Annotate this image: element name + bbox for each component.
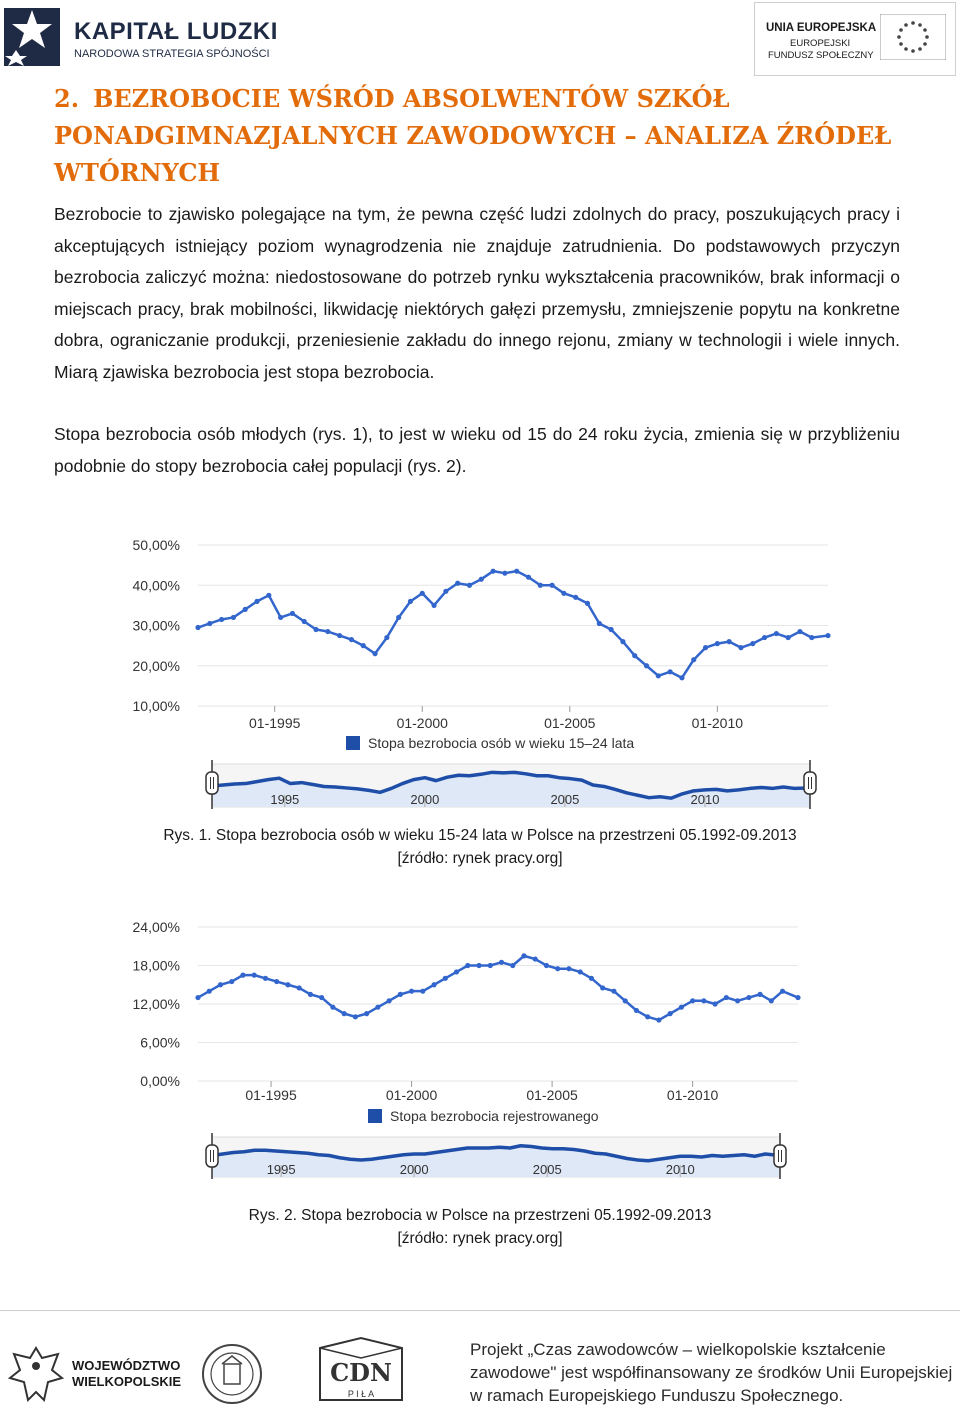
data-point: [589, 976, 594, 981]
eu-subtitle-2: FUNDUSZ SPOŁECZNY: [768, 50, 874, 61]
data-point: [455, 581, 460, 586]
section-title: BEZROBOCIE WŚRÓD ABSOLWENTÓW SZKÓŁ PONADGIMNAZJALNYCH ZAWODOWYCH – ANALIZA ŹRÓDEŁ WTÓRNYCH: [54, 84, 892, 187]
x-tick-label: 01-2000: [396, 715, 448, 731]
data-point: [330, 1005, 335, 1010]
data-point: [555, 966, 560, 971]
x-tick-label: 01-1995: [249, 715, 301, 731]
data-point: [372, 651, 377, 656]
data-point: [769, 998, 774, 1003]
data-point: [488, 963, 493, 968]
data-point: [274, 979, 279, 984]
data-point: [668, 669, 673, 674]
figure-1-caption-line1: Rys. 1. Stopa bezrobocia osób w wieku 15-24 lata w Polsce na przestrzeni 05.1992-09.2013: [163, 827, 797, 844]
kapital-ludzki-subtitle: NARODOWA STRATEGIA SPÓJNOŚCI: [74, 48, 270, 60]
data-point: [668, 1011, 673, 1016]
data-point: [387, 998, 392, 1003]
data-point: [243, 607, 248, 612]
data-point: [774, 631, 779, 636]
data-point: [219, 617, 224, 622]
x-tick-label: 01-1995: [245, 1087, 297, 1103]
kapital-ludzki-title: KAPITAŁ LUDZKI: [74, 18, 278, 45]
data-point: [510, 963, 515, 968]
range-year-label: 2005: [532, 1162, 562, 1177]
handle-grip: [774, 1145, 786, 1167]
data-point: [313, 627, 318, 632]
y-tick-label: 50,00%: [132, 537, 180, 553]
range-year-label: 2010: [690, 792, 720, 807]
data-point: [738, 645, 743, 650]
data-point: [361, 643, 366, 648]
data-point: [420, 989, 425, 994]
x-tick-label: 01-2010: [666, 1087, 719, 1103]
data-point: [623, 998, 628, 1003]
range-year-label: 1995: [266, 1162, 296, 1177]
project-funding-note: Projekt „Czas zawodowców – wielkopolskie kształcenie zawodowe" jest współfinansowany ze środków Unii Europejskiej w ramach Europejskiego Funduszu Społecznego.: [470, 1340, 953, 1405]
data-point: [538, 583, 543, 588]
data-point: [231, 615, 236, 620]
y-tick-label: 30,00%: [132, 617, 180, 634]
handle-grip: [206, 1145, 218, 1167]
wojewodztwo-line2: WIELKOPOLSKIE: [72, 1374, 182, 1389]
figure-2-caption-line1: Rys. 2. Stopa bezrobocia w Polsce na przestrzeni 05.1992-09.2013: [248, 1207, 712, 1224]
figure-1-caption: [0, 824, 960, 870]
data-point: [252, 973, 257, 978]
data-point: [319, 995, 324, 1000]
data-point: [679, 675, 684, 680]
data-point: [396, 615, 401, 620]
data-point: [499, 960, 504, 965]
data-point: [353, 1014, 358, 1019]
data-point: [690, 998, 695, 1003]
paragraph-2: Stopa bezrobocia osób młodych (rys. 1), to jest w wieku od 15 do 24 roku życia, zmienia się w przybliżeniu podobnie do stopy bezrobocia całej populacji (rys. 2).: [54, 424, 900, 476]
data-point: [514, 569, 519, 574]
data-point: [290, 611, 295, 616]
data-point: [454, 969, 459, 974]
data-point: [398, 992, 403, 997]
data-point: [349, 637, 354, 642]
x-tick-label: 01-2000: [385, 1087, 438, 1103]
data-point: [490, 569, 495, 574]
data-point: [597, 621, 602, 626]
data-point: [703, 645, 708, 650]
data-point: [762, 635, 767, 640]
handle-grip: [804, 772, 816, 794]
data-point: [724, 995, 729, 1000]
figure-2-caption: [0, 1204, 960, 1250]
data-point: [656, 673, 661, 678]
data-point: [408, 599, 413, 604]
data-point: [431, 603, 436, 608]
data-point: [364, 1011, 369, 1016]
data-point: [384, 635, 389, 640]
data-point: [825, 633, 830, 638]
section-heading: [54, 80, 914, 191]
data-point: [195, 625, 200, 630]
figure-1-caption-source: [źródło: rynek pracy.org]: [397, 850, 563, 867]
data-point: [266, 593, 271, 598]
y-tick-label: 18,00%: [132, 957, 180, 974]
x-tick-label: 01-2005: [544, 715, 596, 731]
x-tick-label: 01-2010: [691, 715, 744, 731]
data-point: [609, 627, 614, 632]
data-point: [712, 1001, 717, 1006]
chart-registered-unemployment: [0, 905, 960, 1195]
y-tick-label: 6,00%: [140, 1034, 180, 1051]
data-point: [561, 591, 566, 596]
data-point: [526, 575, 531, 580]
footer-divider: [0, 1310, 960, 1311]
data-point: [691, 657, 696, 662]
legend-swatch: [346, 736, 360, 750]
section-number: 2.: [54, 84, 80, 113]
cdn-subtext: P I Ł A: [347, 1389, 375, 1399]
data-point: [620, 639, 625, 644]
y-tick-label: 20,00%: [132, 657, 180, 674]
paragraph-1: Bezrobocie to zjawisko polegające na tym, że pewna część ludzi zdolnych do pracy, poszukujących pracy i akceptujących istniejący poziom wynagrodzenia nie znajduje zatrudnienia. Do podstawowych przyczyn bezrobocia zaliczyć można: niedostosowane do potrzeb rynku wykształcenia pracowników, brak informacji o miejscach pracy, brak mobilności, likwidację niektórych gałęzi przemysłu, zmniejszenie popytu na konkretne dobra, ograniczanie produkcji, przeniesienie zakładu do innego rejonu, zmiany w technologii i wiele innych. Miarą zjawiska bezrobocia jest stopa bezrobocia.: [54, 204, 900, 382]
wojewodztwo-line1: WOJEWÓDZTWO: [72, 1358, 181, 1373]
data-point: [750, 641, 755, 646]
data-point: [467, 583, 472, 588]
data-point: [578, 969, 583, 974]
series-line: [198, 571, 828, 678]
data-point: [240, 973, 245, 978]
data-point: [656, 1017, 661, 1022]
data-point: [786, 635, 791, 640]
data-point: [302, 619, 307, 624]
data-point: [218, 982, 223, 987]
data-point: [325, 629, 330, 634]
data-point: [533, 956, 538, 961]
y-tick-label: 24,00%: [132, 919, 180, 935]
data-point: [544, 963, 549, 968]
data-point: [780, 989, 785, 994]
data-point: [679, 1005, 684, 1010]
data-point: [715, 641, 720, 646]
data-point: [611, 989, 616, 994]
data-point: [263, 976, 268, 981]
wielkopolska-eagle-icon: [8, 1344, 64, 1404]
data-point: [634, 1008, 639, 1013]
data-point: [566, 966, 571, 971]
data-point: [476, 963, 481, 968]
data-point: [308, 992, 313, 997]
data-point: [285, 982, 290, 987]
range-year-label: 2005: [550, 792, 580, 807]
data-point: [229, 979, 234, 984]
range-year-label: 1995: [270, 792, 300, 807]
data-point: [254, 599, 259, 604]
eu-subtitle-1: EUROPEJSKI: [790, 38, 851, 49]
legend-label: Stopa bezrobocia osób w wieku 15–24 lata: [368, 735, 635, 751]
legend-swatch: [368, 1109, 382, 1123]
range-year-label: 2000: [399, 1162, 429, 1177]
data-point: [735, 998, 740, 1003]
data-point: [809, 635, 814, 640]
data-point: [479, 577, 484, 582]
data-point: [727, 639, 732, 644]
figure-2-caption-source: [źródło: rynek pracy.org]: [397, 1230, 563, 1247]
data-point: [585, 601, 590, 606]
wojewodztwo-label: [72, 1358, 181, 1390]
range-year-label: 2010: [665, 1162, 695, 1177]
data-point: [375, 1005, 380, 1010]
data-point: [701, 998, 706, 1003]
data-point: [573, 595, 578, 600]
data-point: [600, 985, 605, 990]
data-point: [632, 653, 637, 658]
data-point: [797, 629, 802, 634]
y-tick-label: 0,00%: [140, 1073, 180, 1089]
y-tick-label: 12,00%: [132, 996, 180, 1012]
data-point: [342, 1011, 347, 1016]
data-point: [746, 995, 751, 1000]
data-point: [278, 615, 283, 620]
chart-youth-unemployment: [0, 520, 960, 820]
data-point: [195, 995, 200, 1000]
data-point: [431, 982, 436, 987]
data-point: [420, 591, 425, 596]
range-year-label: 2000: [410, 792, 440, 807]
data-point: [644, 663, 649, 668]
y-tick-label: 40,00%: [132, 577, 180, 594]
data-point: [443, 976, 448, 981]
data-point: [465, 963, 470, 968]
x-tick-label: 01-2005: [526, 1087, 578, 1103]
handle-grip: [206, 772, 218, 794]
data-point: [443, 589, 448, 594]
data-point: [337, 633, 342, 638]
data-point: [645, 1014, 650, 1019]
university-seal-icon: [196, 1342, 268, 1406]
eu-title: UNIA EUROPEJSKA: [766, 22, 877, 34]
data-point: [549, 583, 554, 588]
data-point: [757, 992, 762, 997]
data-point: [502, 571, 507, 576]
data-point: [409, 989, 414, 994]
eu-flag-icon: [880, 14, 946, 60]
cdn-text: CDN: [330, 1358, 392, 1387]
data-point: [521, 953, 526, 958]
data-point: [297, 985, 302, 990]
data-point: [795, 995, 800, 1000]
y-tick-label: 10,00%: [132, 698, 180, 714]
legend-label: Stopa bezrobocia rejestrowanego: [390, 1108, 599, 1124]
data-point: [207, 989, 212, 994]
data-point: [207, 621, 212, 626]
